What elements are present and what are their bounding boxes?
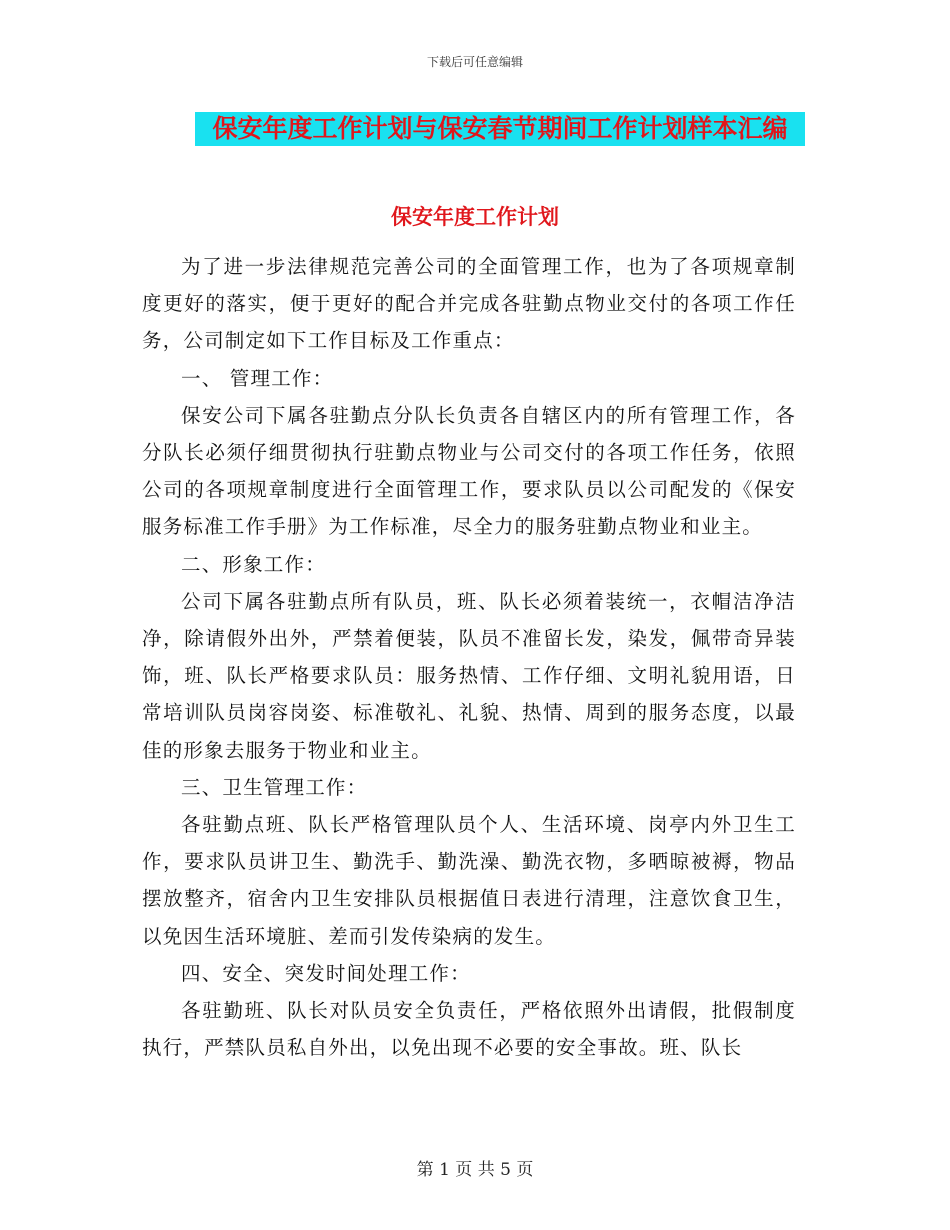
heading-safety: 四、安全、突发时间处理工作： [181, 961, 471, 985]
paragraph-hygiene: 各驻勤点班、队长严格管理队员个人、生活环境、岗亭内外卫生工作，要求队员讲卫生、勤洗手、勤洗澡、勤洗衣物，多晒晾被褥，物品摆放整齐，宿舍内卫生安排队员根据值日表进行清理，注意饮食卫生，以免因生活环境脏、差而引发传染病的发生。 [142, 813, 796, 948]
paragraph-intro: 为了进一步法律规范完善公司的全面管理工作，也为了各项规章制度更好的落实，便于更好的配合并完成各驻勤点物业交付的各项工作任务，公司制定如下工作目标及工作重点： [142, 255, 796, 353]
header-note: 下载后可任意编辑 [426, 55, 523, 69]
heading-management: 一、 管理工作： [181, 366, 334, 390]
page-number: 第 1 页 共 5 页 [416, 1160, 534, 1180]
heading-image: 二、形象工作： [181, 552, 326, 576]
paragraph-image: 公司下属各驻勤点所有队员，班、队长必须着装统一，衣帽洁净洁净，除请假外出外，严禁着便装，队员不准留长发，染发，佩带奇异装饰，班、队长严格要求队员：服务热情、工作仔细、文明礼貌用语，日常培训队员岗容岗姿、标准敬礼、礼貌、热情、周到的服务态度，以最佳的形象去服务于物业和业主。 [142, 589, 796, 762]
section-title: 保安年度工作计划 [391, 205, 559, 229]
document-title: 保安年度工作计划与保安春节期间工作计划样本汇编 [212, 114, 788, 143]
heading-hygiene: 三、卫生管理工作： [181, 775, 368, 799]
paragraph-management: 保安公司下属各驻勤点分队长负责各自辖区内的所有管理工作，各分队长必须仔细贯彻执行驻勤点物业与公司交付的各项工作任务，依照公司的各项规章制度进行全面管理工作，要求队员以公司配发的《保安服务标准工作手册》为工作标准，尽全力的服务驻勤点物业和业主。 [142, 403, 796, 539]
document-body [142, 248, 796, 1066]
paragraph-safety: 各驻勤班、队长对队员安全负责任，严格依照外出请假，批假制度执行，严禁队员私自外出，以免出现不必要的安全事故。班、队长 [142, 999, 796, 1060]
